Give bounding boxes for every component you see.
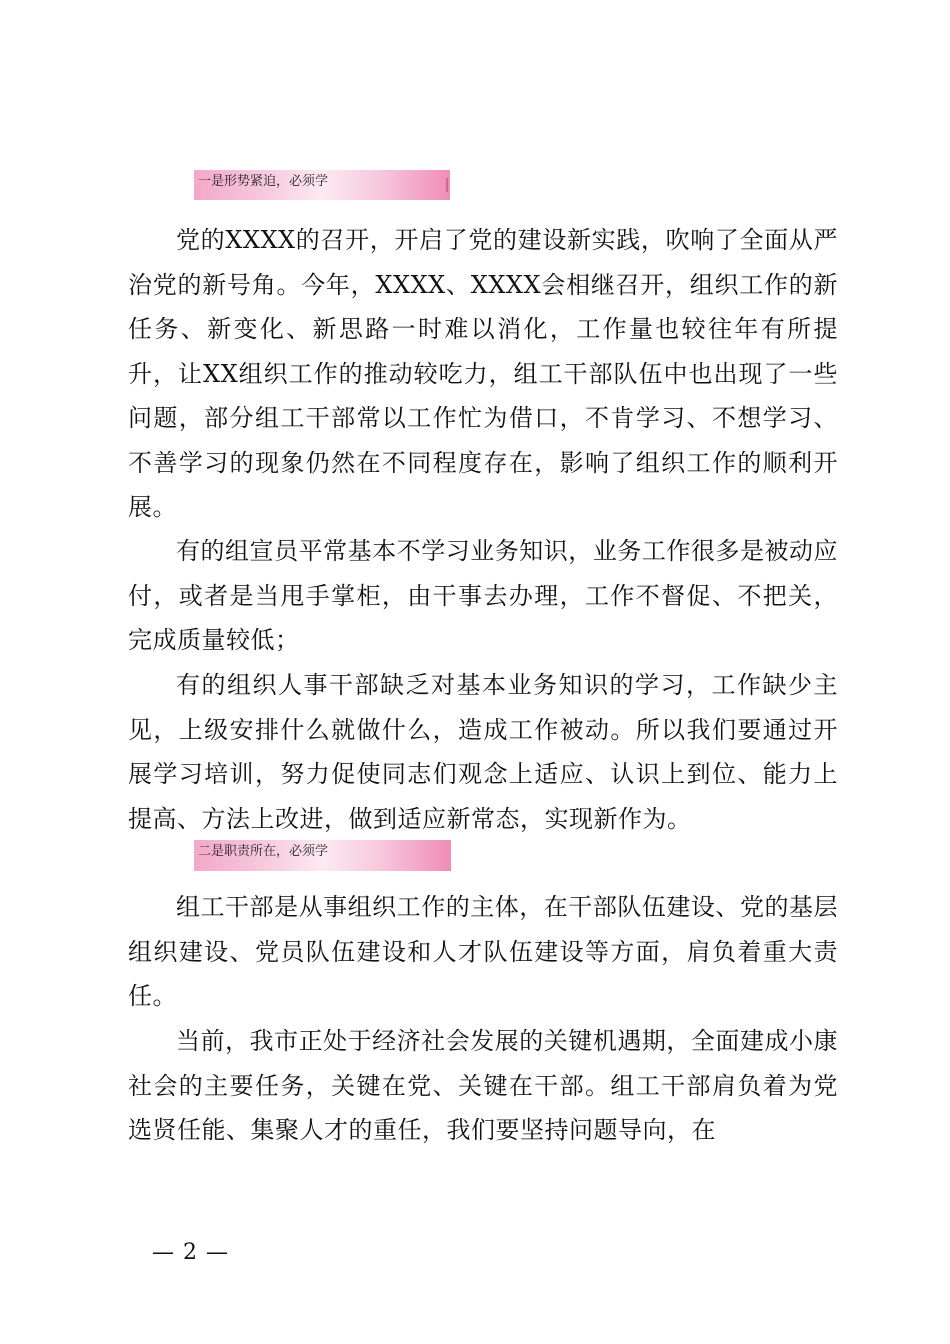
- section-heading-2-text: 二是职责所在，必须学: [198, 844, 329, 859]
- page-number: — 2 —: [152, 1240, 229, 1265]
- paragraph-2: 有的组宣员平常基本不学习业务知识，业务工作很多是被动应付，或者是当甩手掌柜，由干事去办理，工作不督促、不把关，完成质量较低；: [128, 537, 838, 654]
- paragraph-4: 组工干部是从事组织工作的主体，在干部队伍建设、党的基层组织建设、党员队伍建设和人才队伍建设等方面，肩负着重大责任。: [128, 893, 838, 1010]
- section-heading-1-text: 一是形势紧迫，必须学: [198, 174, 329, 189]
- heading-highlight-edge: [446, 178, 448, 192]
- paragraph-3: 有的组织人事干部缺乏对基本业务知识的学习，工作缺少主见，上级安排什么就做什么，造成工作被动。所以我们要通过开展学习培训，努力促使同志们观念上适应、认识上到位、能力上提高、方法上改进，做到适应新常态，实现新作为。: [128, 671, 838, 833]
- section-heading-1: [194, 170, 450, 200]
- section-heading-2: [194, 840, 451, 871]
- paragraph-5: 当前，我市正处于经济社会发展的关键机遇期，全面建成小康社会的主要任务，关键在党、关键在干部。组工干部肩负着为党选贤任能、集聚人才的重任，我们要坚持问题导向，在: [128, 1027, 838, 1144]
- paragraph-1: 党的XXXX的召开，开启了党的建设新实践，吹响了全面从严治党的新号角。今年，XXXX、XXXX会相继召开，组织工作的新任务、新变化、新思路一时难以消化，工作量也较往年有所提升，让XX组织工作的推动较吃力，组工干部队伍中也出现了一些问题，部分组工干部常以工作忙为借口，不肯学习、不想学习、不善学习的现象仍然在不同程度存在，影响了组织工作的顺利开展。: [128, 226, 838, 521]
